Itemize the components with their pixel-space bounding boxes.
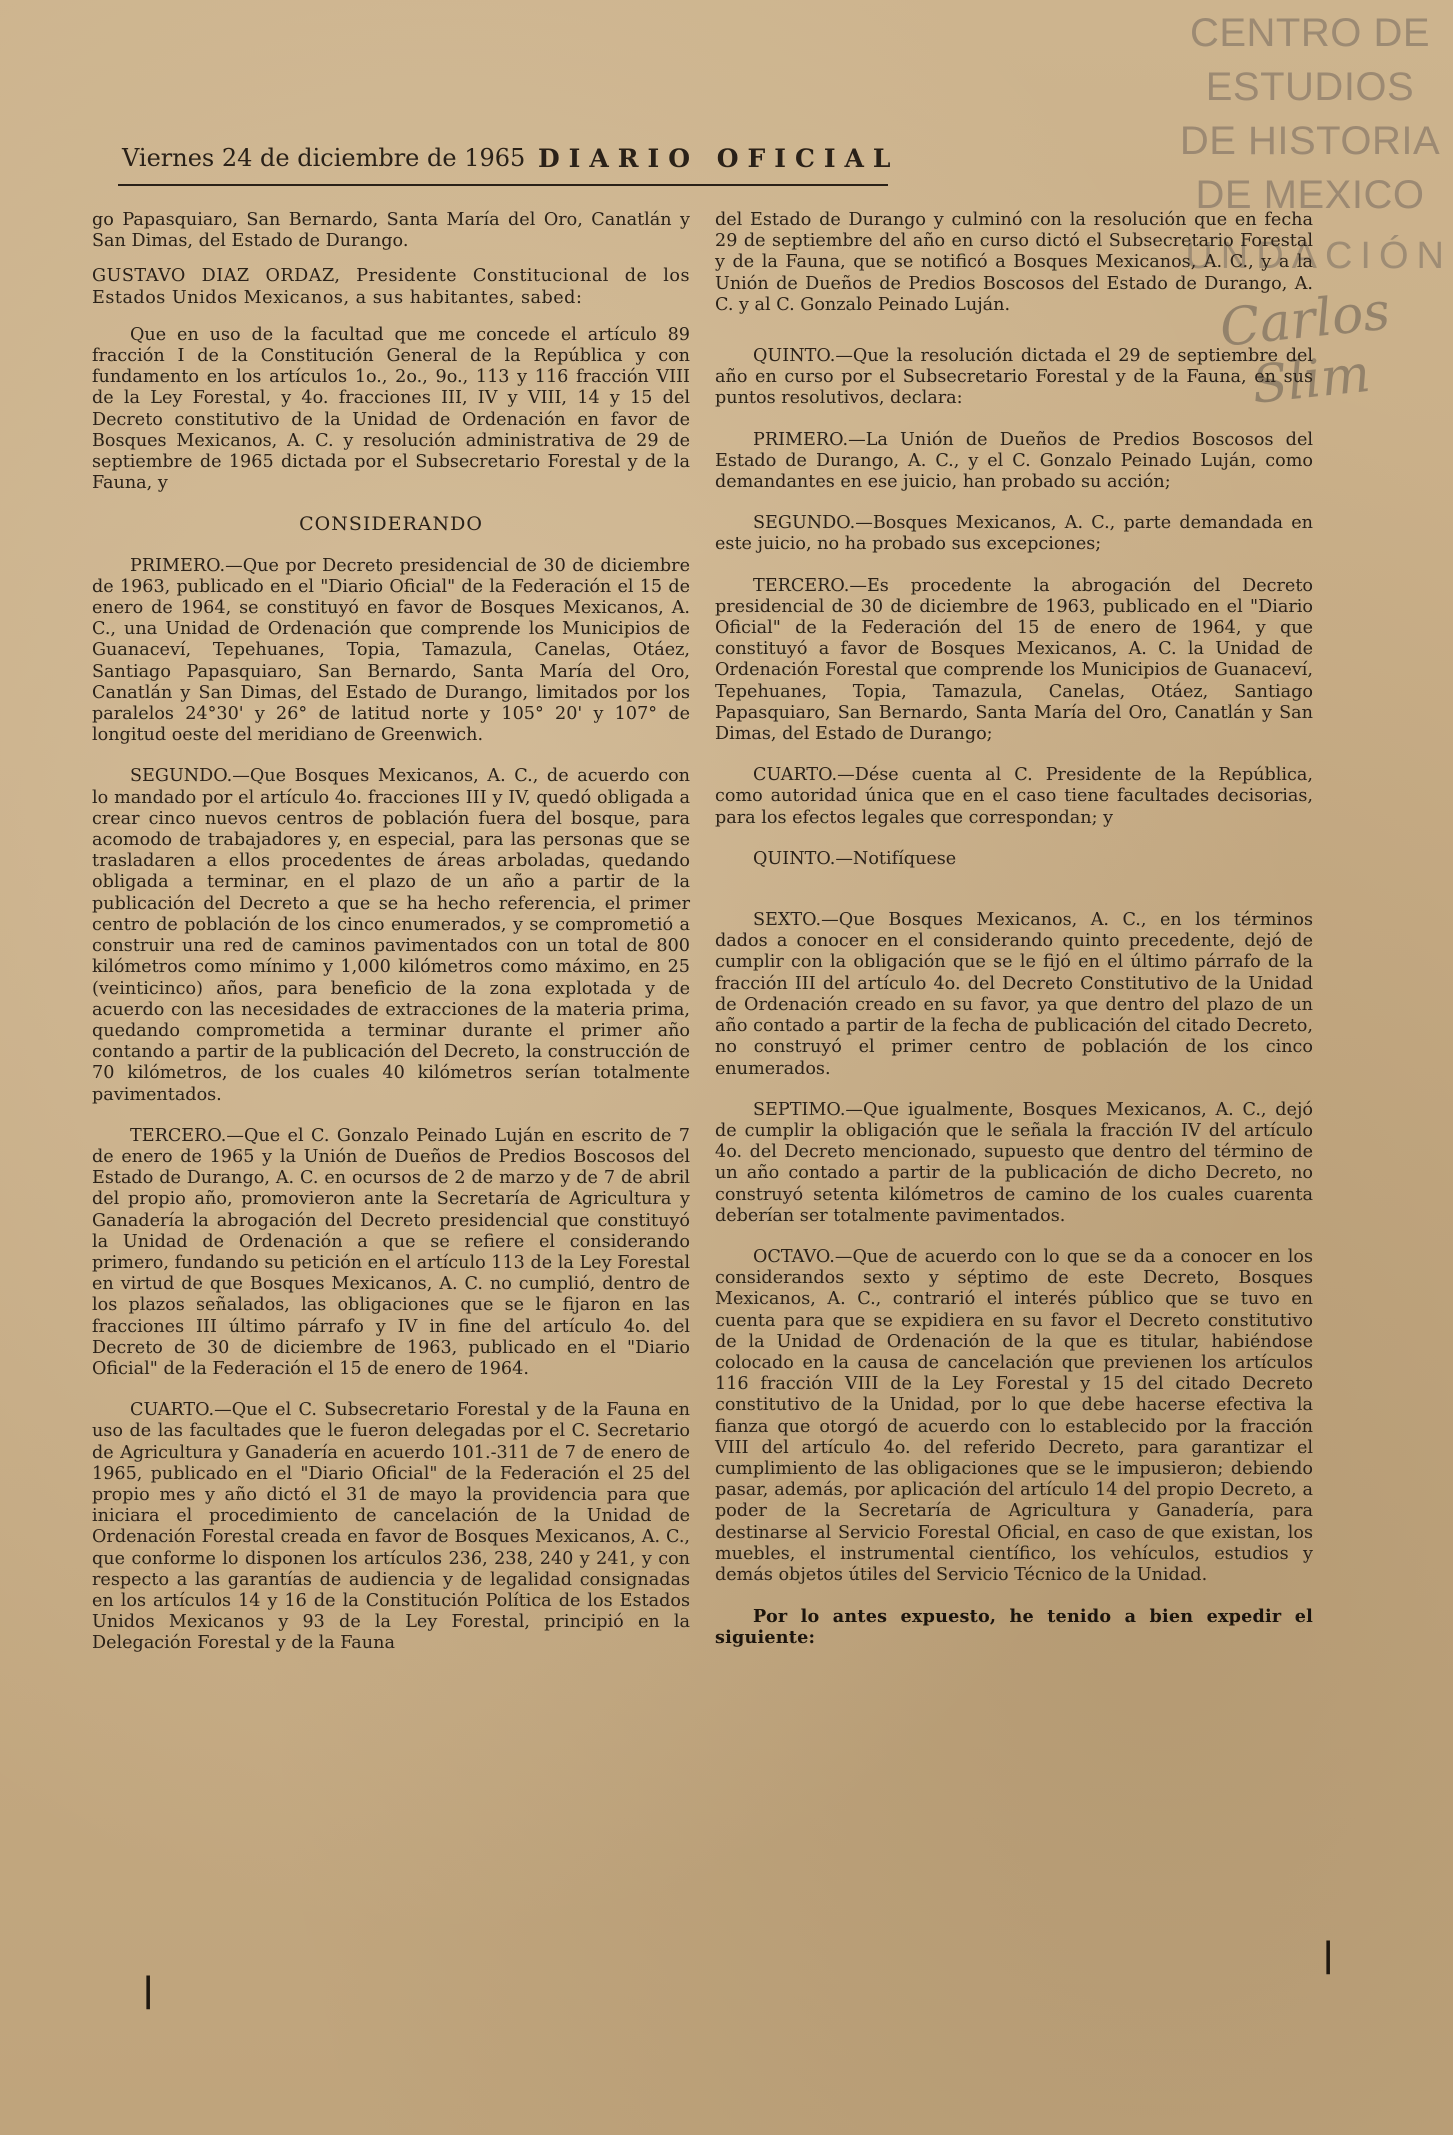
clause-text: —Que la resolución dictada el 29 de septiembre del año en curso por el Subsecretario Forestal y de la Fauna, en sus puntos resolutivos, declara: [715,346,1313,409]
clause-label: QUINTO. [753,848,836,869]
clause-label: SEGUNDO. [753,513,856,534]
issue-date: Viernes 24 de diciembre de 1965 [122,144,526,172]
watermark-line: CENTRO DE [1189,11,1431,55]
signature-watermark: Carlos Slim [1217,281,1393,416]
resolutivo-primero [715,430,1313,494]
clause-label: PRIMERO. [130,555,226,576]
clause-text: —Que por Decreto presidencial de 30 de diciembre de 1963, publicado en el "Diario Oficial" de la Federación el 15 de enero de 1964, se constituyó en favor de Bosques Mexicanos, A. C., una Unidad de Ordenación que comprende los Municipios de Guanaceví, Tepehuanes, Topia, Tamazula, Canelas, Otáez, Santiago Papasquiaro, San Bernardo, Santa María del Oro, Canatlán y San Dimas, del Estado de Durango, limitados por los paralelos 24°30' y 26° de latitud norte y 105° 20' y 107° de longitud oeste del meridiano de Greenwich. [92,555,690,746]
considerando-primero [92,556,690,747]
clause-text: —Que Bosques Mexicanos, A. C., en los términos dados a conocer en el considerando quinto precedente, dejó de cumplir con la obligación que se le fijó en el último párrafo de la fracción III del artículo 4o. del Decreto Constitutivo de la Unidad de Ordenación creado en su favor, ya que dentro del plazo de un año contado a partir de la fecha de publicación del citado Decreto, no construyó el primer centro de población de los cinco enumerados. [715,910,1313,1079]
president-paragraph: GUSTAVO DIAZ ORDAZ, Presidente Constitucional de los Estados Unidos Mexicanos, a sus habitantes, sabed: [92,266,690,308]
right-column [715,210,1313,1669]
clause-text: —Que de acuerdo con lo que se da a conocer en los considerandos sexto y séptimo de este Decreto, Bosques Mexicanos, A. C., contrarió el interés público que se tuvo en cuenta para que se expidiera en su favor el Decreto constitutivo de la Unidad de Ordenación de la que es titular, habiéndose colocado en la causa de cancelación que previenen los artículos 116 fracción VIII de la Ley Forestal y 15 del citado Decreto constitutivo de la Unidad, por lo que debe hacerse efectiva la fianza que otorgó de acuerdo con lo establecido por la fracción VIII del artículo 4o. del referido Decreto, para garantizar el cumplimiento de las obligaciones que se le impusieron; debiendo pasar, además, por aplicación del artículo 14 del propio Decreto, a poder de la Secretaría de Agricultura y Ganadería, para destinarse al Servicio Forestal Oficial, en caso de que existan, los muebles, el instrumental científico, los vehículos, estudios y demás objetos útiles del Servicio Técnico de la Unidad. [715,1246,1313,1585]
considerando-septimo [715,1100,1313,1227]
section-heading: CONSIDERANDO [299,513,483,536]
closing-paragraph: Por lo antes expuesto, he tenido a bien expedir el siguiente: [715,1606,1313,1649]
preamble-paragraph: Que en uso de la facultad que me concede el artículo 89 fracción I de la Constitución General de la República y con fundamento en los artículos 1o., 2o., 9o., 113 y 116 fracción VIII de la Ley Forestal, y 4o. fracciones III, IV y VIII, 14 y 15 del Decreto constitutivo de la Unidad de Ordenación en favor de Bosques Mexicanos, A. C. y resolución administrativa de 29 de septiembre de 1965 dictada por el Subsecretario Forestal y de la Fauna, y [92,324,690,494]
newspaper-title: DIARIO OFICIAL [538,144,900,173]
resolutivo-cuarto [715,765,1313,829]
clause-text: —Que el C. Gonzalo Peinado Luján en escrito de 7 de enero de 1965 y la Unión de Dueños de Predios Boscosos del Estado de Durango, A. C. en ocursos de 2 de marzo y de 7 de abril del propio año, promovieron ante la Secretaría de Agricultura y Ganadería la abrogación del Decreto presidencial que constituyó la Unidad de Ordenación a que se refiere el considerando primero, fundando su petición en el artículo 113 de la Ley Forestal en virtud de que Bosques Mexicanos, A. C. no cumplió, dentro de los plazos señalados, las obligaciones que se le fijaron en las fracciones III último párrafo y IV in fine del artículo 4o. del Decreto de 30 de diciembre de 1963, publicado en el "Diario Oficial" de la Federación el 15 de enero de 1964. [92,1125,690,1379]
clause-text: —Que Bosques Mexicanos, A. C., de acuerdo con lo mandado por el artículo 4o. fracciones III y IV, quedó obligada a crear cinco nuevos centros de población fuera del bosque, para acomodo de trabajadores y, en especial, para las personas que se trasladaren a ellos procedentes de áreas arboladas, quedando obligada a terminar, en el plazo de un año a partir de la publicación del Decreto a que se ha hecho referencia, el primer centro de población de los cinco enumerados, y se comprometió a construir una red de caminos pavimentados con un total de 800 kilómetros como mínimo y 1,000 kilómetros como máximo, en 25 (veinticinco) años, para beneficio de la zona explotada y de acuerdo con las necesidades de extracciones de la materia prima, quedando comprometida a terminar durante el primer año contando a partir de la publicación del Decreto, la construcción de 70 kilómetros, de los cuales 40 kilómetros serían totalmente pavimentados. [92,766,690,1105]
considerando-sexto [715,910,1313,1080]
considerando-cuarto [92,1400,690,1654]
clause-text: —Dése cuenta al C. Presidente de la República, como autoridad única que en el caso tiene facultades decisorias, para los efectos legales que correspondan; y [715,765,1313,828]
watermark-line: DE MEXICO [1195,173,1425,217]
paragraph: go Papasquiaro, San Bernardo, Santa María del Oro, Canatlán y San Dimas, del Estado de Durango. [92,210,690,252]
ink-mark: | [142,1970,155,2010]
ink-mark: | [1322,1935,1335,1975]
left-column [92,210,690,1675]
watermark-line: ESTUDIOS [1205,65,1415,109]
paragraph: del Estado de Durango y culminó con la resolución que en fecha 29 de septiembre del año en curso dictó el Subsecretario Forestal y de la Fauna, que se notificó a Bosques Mexicanos, A. C., y a la Unión de Dueños de Predios Boscosos del Estado de Durango, A. C. y al C. Gonzalo Peinado Luján. [715,210,1313,315]
clause-label: QUINTO. [753,346,836,367]
clause-label: TERCERO. [130,1125,227,1146]
clause-text: —Bosques Mexicanos, A. C., parte demandada en este juicio, no ha probado sus excepciones; [715,513,1313,555]
clause-label: OCTAVO. [753,1246,835,1267]
archive-watermark [1170,6,1450,222]
clause-text: —Que el C. Subsecretario Forestal y de la Fauna en uso de las facultades que le fueron delegadas por el C. Secretario de Agricultura y Ganadería en acuerdo 101.-311 de 7 de enero de 1965, publicado en el "Diario Oficial" de la Federación el 25 del propio mes y año dictó el 31 de mayo la providencia para que iniciara el procedimiento de cancelación de la Unidad de Ordenación Forestal creada en favor de Bosques Mexicanos, A. C., que conforme lo disponen los artículos 236, 238, 240 y 241, y con respecto a las garantías de audiencia y de legalidad consignadas en los artículos 14 y 16 de la Constitución Política de los Estados Unidos Mexicanos y 93 de la Ley Forestal, principió en la Delegación Forestal y de la Fauna [92,1400,690,1654]
clause-label: SEGUNDO. [130,766,233,787]
clause-text: —Que igualmente, Bosques Mexicanos, A. C., dejó de cumplir la obligación que le señala la fracción IV del artículo 4o. del Decreto mencionado, supuesto que dentro del término de un año contado a partir de la publicación de dicho Decreto, no construyó setenta kilómetros de camino de los cuales cuarenta deberían ser totalmente pavimentados. [715,1099,1313,1226]
clause-label: SEPTIMO. [753,1099,846,1120]
clause-label: TERCERO. [753,575,850,596]
considerando-quinto [715,346,1313,410]
page-header [118,140,900,186]
clause-label: PRIMERO. [753,429,849,450]
clause-text: —Es procedente la abrogación del Decreto presidencial de 30 de diciembre de 1963, publicado en el "Diario Oficial" de la Federación del 15 de enero de 1964, y que constituyó a favor de Bosques Mexicanos, A. C. la Unidad de Ordenación Forestal que comprende los Municipios de Guanaceví, Tepehuanes, Topia, Tamazula, Canelas, Otáez, Santiago Papasquiaro, San Bernardo, Santa María del Oro, Canatlán y San Dimas, del Estado de Durango; [715,575,1313,745]
clause-text: —Notifíquese [835,848,957,869]
clause-label: CUARTO. [130,1400,215,1421]
clause-label: CUARTO. [753,765,838,786]
resolutivo-quinto [715,849,1313,870]
considerando-octavo [715,1247,1313,1586]
foundation-watermark: UNDACIÓN [1185,235,1452,277]
resolutivo-segundo [715,513,1313,555]
considerando-tercero [92,1126,690,1380]
considerando-segundo [92,766,690,1105]
clause-text: —La Unión de Dueños de Predios Boscosos del Estado de Durango, A. C., y el C. Gonzalo Peinado Luján, como demandantes en ese juicio, han probado su acción; [715,429,1313,493]
watermark-line: DE HISTORIA [1179,119,1441,163]
clause-label: SEXTO. [753,910,822,931]
resolutivo-tercero [715,576,1313,746]
